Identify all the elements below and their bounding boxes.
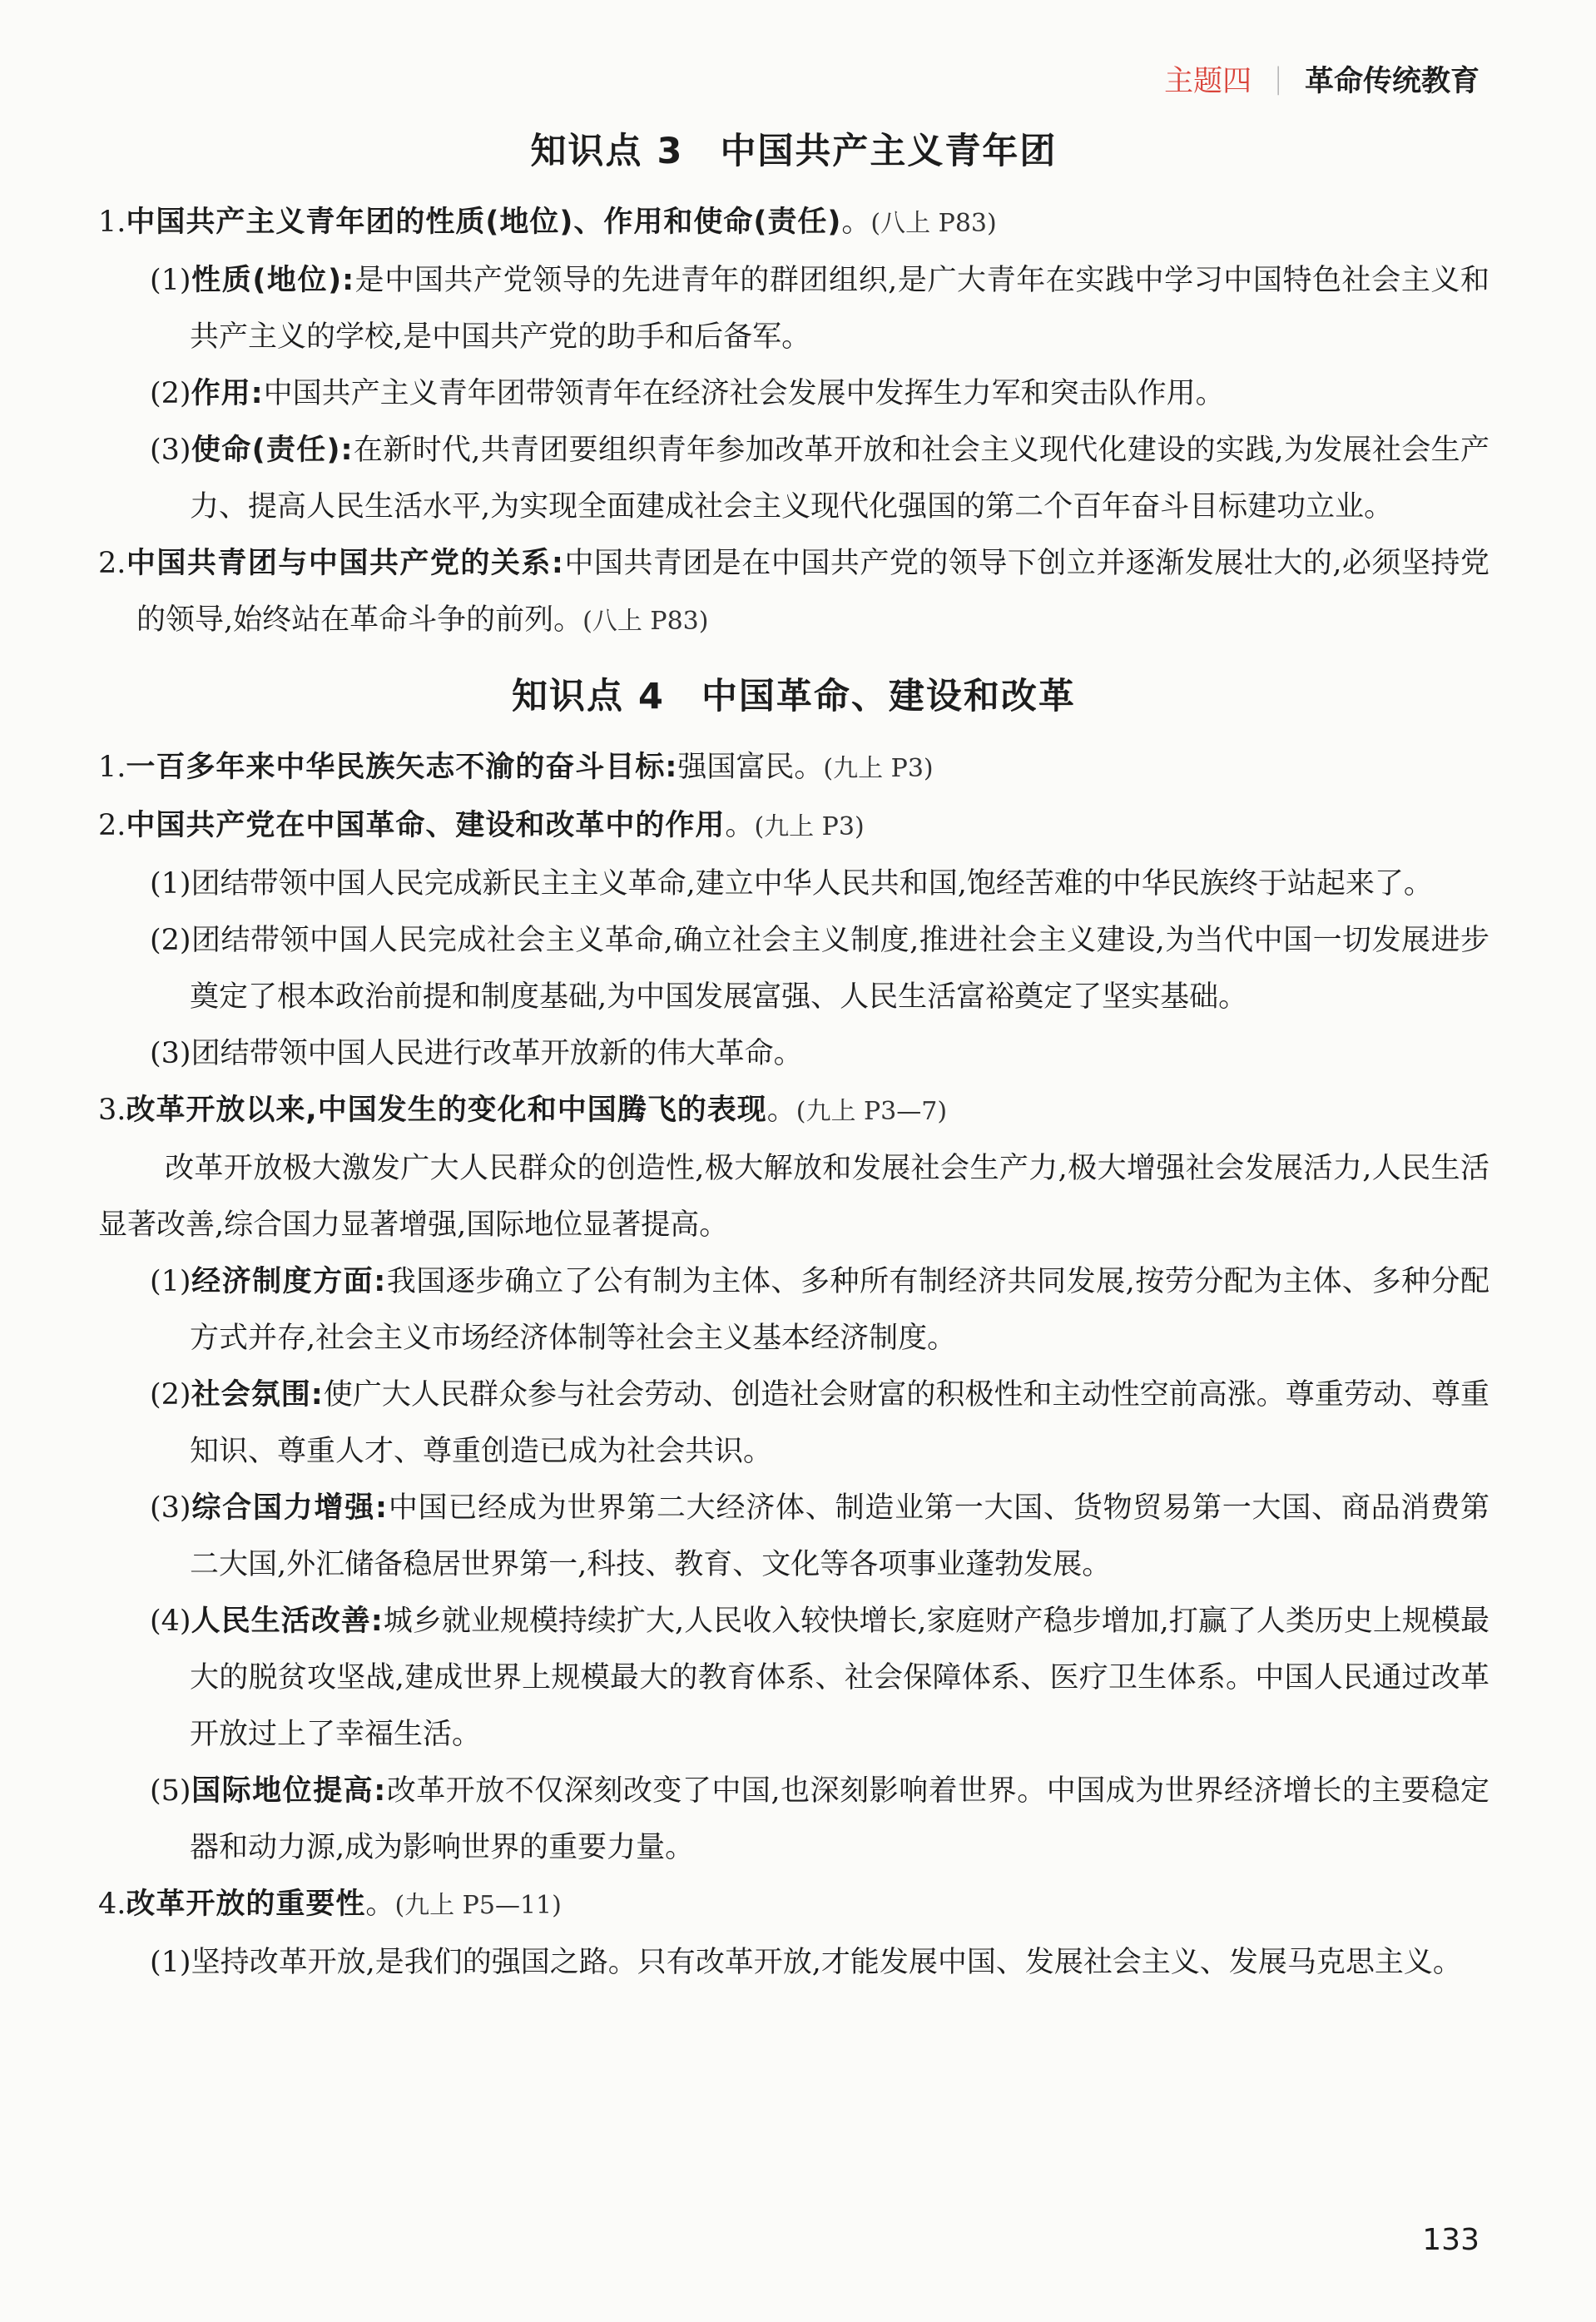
page-content — [98, 117, 1489, 1991]
kp4-item-3-sub-3: (3)综合国力增强:中国已经成为世界第二大经济体、制造业第一大国、货物贸易第一大国、商品消费第二大国,外汇储备稳居世界第一,科技、教育、文化等各项事业蓬勃发展。 — [150, 1491, 1489, 1581]
knowledge-point-3-heading — [98, 123, 1489, 174]
kp4-item-3-sub-4: (4)人民生活改善:城乡就业规模持续扩大,人民收入较快增长,家庭财产稳步增加,打赢了人类历史上规模最大的脱贫攻坚战,建成世界上规模最大的教育体系、社会保障体系、医疗卫生体系。中国人民通过改革开放过上了幸福生活。 — [150, 1605, 1489, 1751]
textbook-ref: (八上 P83) — [582, 607, 709, 636]
textbook-ref: (八上 P83) — [870, 209, 997, 238]
kp3-number: 知识点 3 — [530, 131, 684, 172]
header-separator: | — [1273, 62, 1283, 96]
kp4-item-3-sub-5: (5)国际地位提高:改革开放不仅深刻改变了中国,也深刻影响着世界。中国成为世界经济增长的主要稳定器和动力源,成为影响世界的重要力量。 — [150, 1774, 1489, 1864]
page-header — [1164, 58, 1480, 100]
kp3-item-1-sub-1: (1)性质(地位):是中国共产党领导的先进青年的群团组织,是广大青年在实践中学习中国特色社会主义和共产主义的学校,是中国共产党的助手和后备军。 — [150, 264, 1489, 354]
kp4-number: 知识点 4 — [512, 676, 665, 717]
theme-label: 主题四 — [1164, 65, 1252, 98]
kp4-item-2-sub-1: (1)团结带领中国人民完成新民主主义革命,建立中华人民共和国,饱经苦难的中华民族终于站起来了。 — [150, 867, 1433, 901]
kp3-item-2: 2.中国共青团与中国共产党的关系:中国共青团是在中国共产党的领导下创立并逐渐发展壮大的,必须坚持党的领导,始终站在革命斗争的前列。(八上 P83) — [98, 547, 1489, 637]
kp3-item-1-sub-3: (3)使命(责任):在新时代,共青团要组织青年参加改革开放和社会主义现代化建设的实践,为发展社会生产力、提高人民生活水平,为实现全面建成社会主义现代化强国的第二个百年奋斗目标建功立业。 — [150, 434, 1489, 523]
kp4-item-1: 1.一百多年来中华民族矢志不渝的奋斗目标:强国富民。(九上 P3) — [98, 751, 934, 784]
kp4-item-4-sub-1: (1)坚持改革开放,是我们的强国之路。只有改革开放,才能发展中国、发展社会主义、发展马克思主义。 — [150, 1946, 1462, 1979]
kp4-item-3-sub-2: (2)社会氛围:使广大人民群众参与社会劳动、创造社会财富的积极性和主动性空前高涨。尊重劳动、尊重知识、尊重人才、尊重创造已成为社会共识。 — [150, 1378, 1489, 1468]
textbook-ref: (九上 P3) — [754, 812, 865, 841]
kp4-item-3: 3.改革开放以来,中国发生的变化和中国腾飞的表现。(九上 P3—7) — [98, 1094, 948, 1127]
kp3-item-1: 1.中国共产主义青年团的性质(地位)、作用和使命(责任)。(八上 P83) — [98, 206, 997, 239]
kp4-item-2: 2.中国共产党在中国革命、建设和改革中的作用。(九上 P3) — [98, 809, 865, 842]
section-label: 革命传统教育 — [1304, 65, 1480, 98]
kp3-title: 中国共产主义青年团 — [720, 131, 1058, 172]
kp4-item-3-sub-1: (1)经济制度方面:我国逐步确立了公有制为主体、多种所有制经济共同发展,按劳分配为主体、多种分配方式并存,社会主义市场经济体制等社会主义基本经济制度。 — [150, 1265, 1489, 1355]
kp4-title: 中国革命、建设和改革 — [701, 676, 1076, 717]
textbook-ref: (九上 P3—7) — [796, 1097, 948, 1126]
kp3-item-1-heading: 中国共产主义青年团的性质(地位)、作用和使命(责任) — [126, 206, 842, 239]
kp4-item-4: 4.改革开放的重要性。(九上 P5—11) — [98, 1888, 562, 1921]
kp4-item-3-intro: 改革开放极大激发广大人民群众的创造性,极大解放和发展社会生产力,极大增强社会发展活力,人民生活显著改善,综合国力显著增强,国际地位显著提高。 — [98, 1152, 1489, 1242]
kp3-item-1-sub-2: (2)作用:中国共产主义青年团带领青年在经济社会发展中发挥生力军和突击队作用。 — [150, 377, 1225, 410]
textbook-ref: (九上 P5—11) — [394, 1891, 562, 1920]
knowledge-point-4-heading — [98, 668, 1489, 719]
page-number: 133 — [1422, 2223, 1480, 2257]
kp4-item-2-sub-2: (2)团结带领中国人民完成社会主义革命,确立社会主义制度,推进社会主义建设,为当代中国一切发展进步奠定了根本政治前提和制度基础,为中国发展富强、人民生活富裕奠定了坚实基础。 — [150, 924, 1489, 1014]
textbook-ref: (九上 P3) — [823, 754, 934, 783]
kp4-item-2-sub-3: (3)团结带领中国人民进行改革开放新的伟大革命。 — [150, 1037, 803, 1070]
